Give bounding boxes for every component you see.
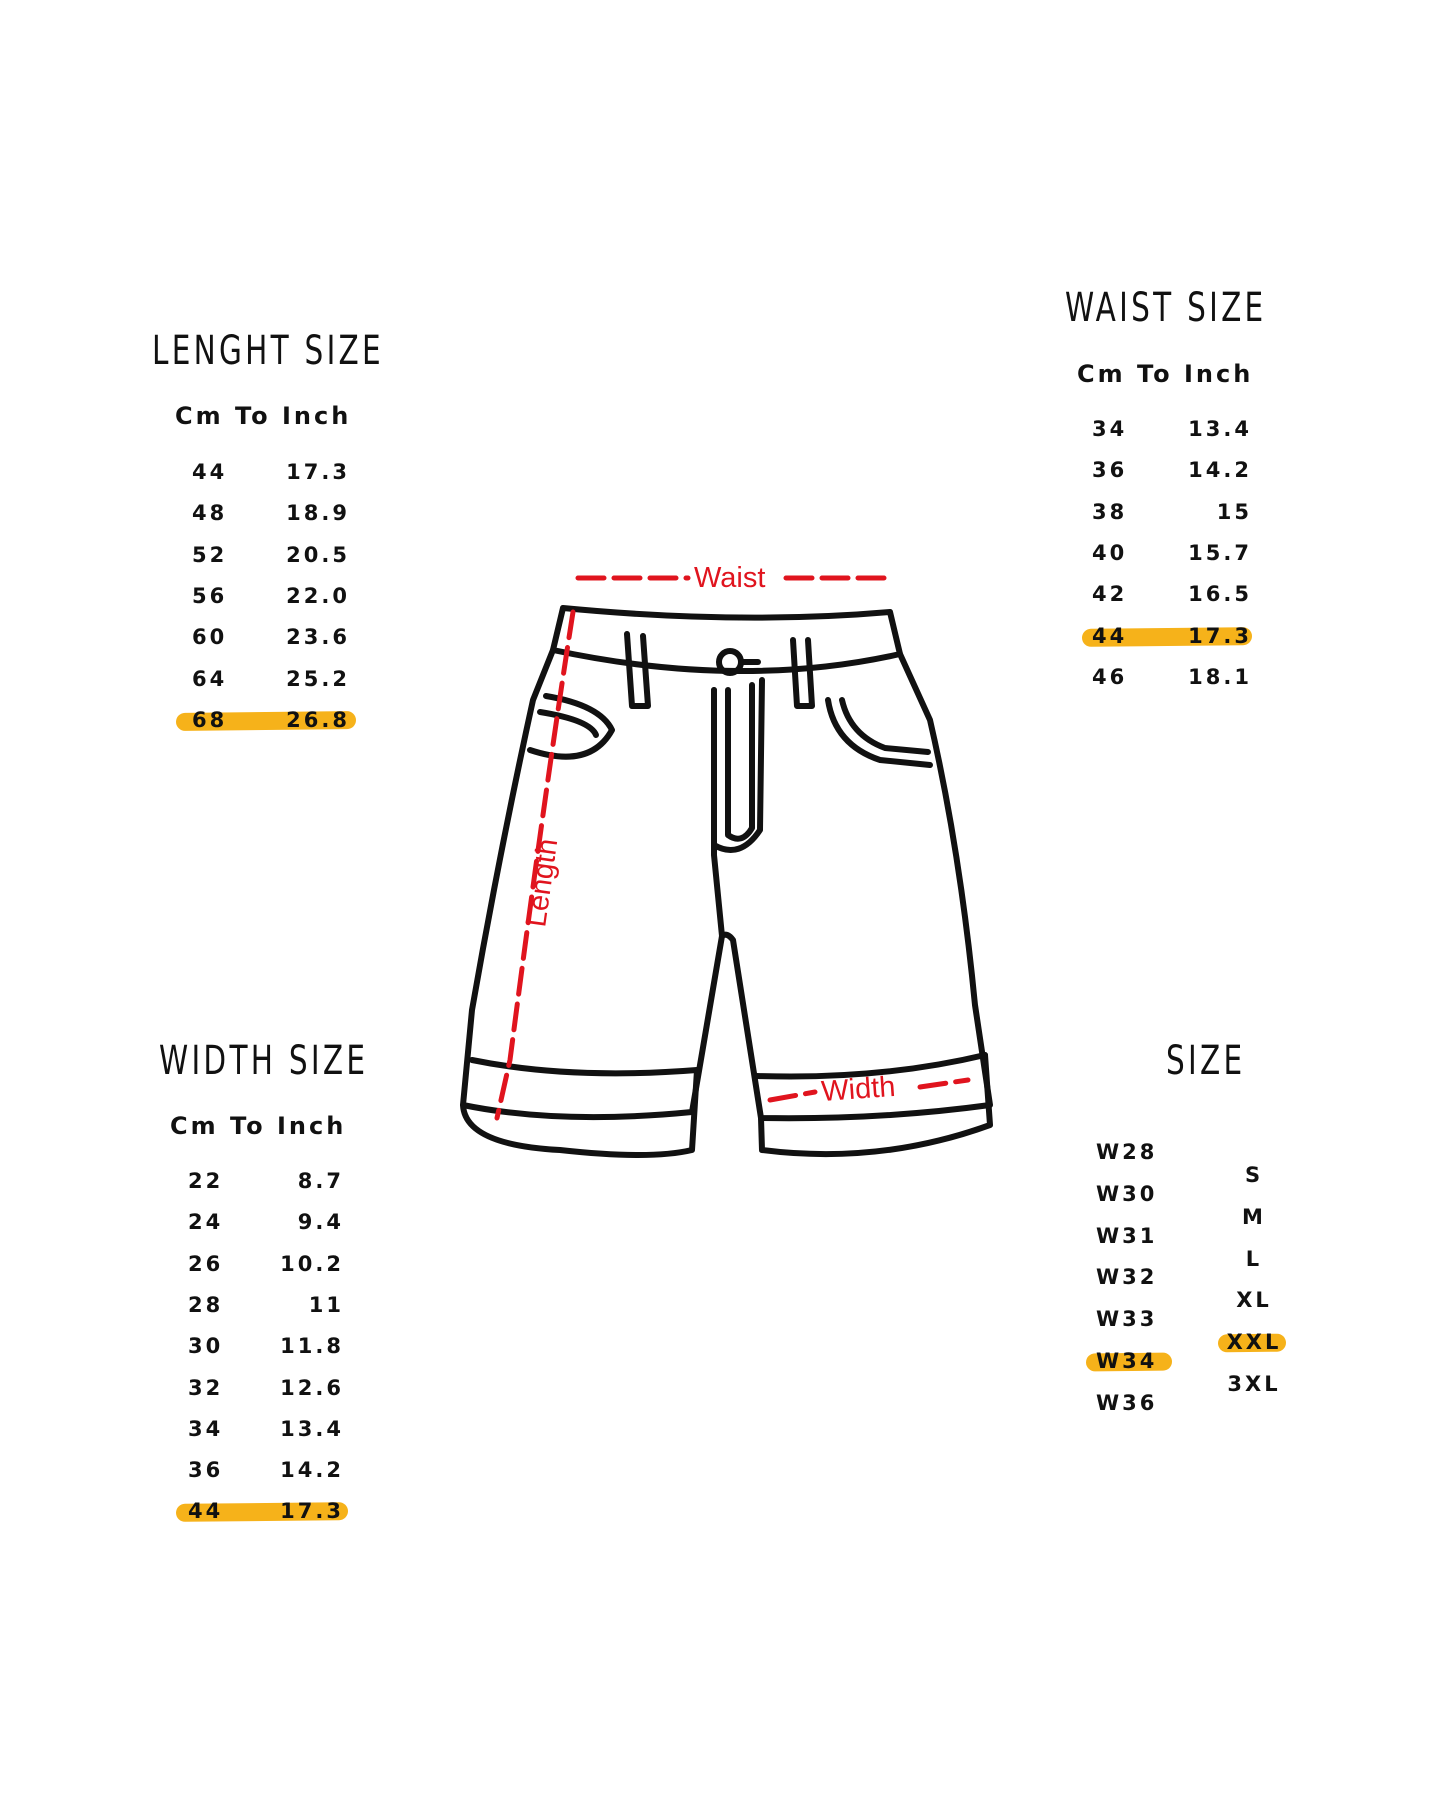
pocket-left bbox=[530, 696, 612, 757]
waist-code: W36 bbox=[1096, 1390, 1158, 1415]
inch-value: 13.4 bbox=[1188, 417, 1252, 441]
cm-value: 64 bbox=[192, 666, 228, 691]
waist-size-subtitle: Cm To Inch bbox=[1077, 360, 1254, 388]
length-size-subtitle: Cm To Inch bbox=[175, 402, 352, 430]
cm-value: 36 bbox=[188, 1458, 224, 1483]
inch-value: 11.8 bbox=[280, 1334, 344, 1359]
waist-code: W34 bbox=[1096, 1349, 1158, 1373]
length-measure-label: Length bbox=[520, 836, 565, 929]
inch-value: 9.4 bbox=[297, 1210, 344, 1235]
cm-value: 34 bbox=[1092, 417, 1128, 441]
width-measure-line-left bbox=[770, 1092, 815, 1100]
inch-value: 26.8 bbox=[286, 707, 350, 732]
waist-measure-label: Waist bbox=[694, 562, 766, 594]
cm-value: 34 bbox=[188, 1416, 224, 1441]
width-measure-line-right bbox=[920, 1080, 968, 1087]
width-size-title: WIDTH SIZE bbox=[159, 1038, 369, 1084]
inch-value: 20.5 bbox=[286, 542, 350, 567]
inch-value: 10.2 bbox=[280, 1251, 344, 1276]
inch-value: 22.0 bbox=[286, 583, 350, 608]
waist-code: W28 bbox=[1096, 1140, 1158, 1164]
width-measure-label: Width bbox=[820, 1070, 897, 1108]
inch-value: 23.6 bbox=[286, 625, 350, 650]
cm-value: 30 bbox=[188, 1334, 224, 1359]
letter-size: S bbox=[1244, 1163, 1264, 1187]
cm-value: 36 bbox=[1092, 458, 1128, 483]
inch-value: 12.6 bbox=[280, 1375, 344, 1400]
cm-value: 46 bbox=[1092, 664, 1128, 689]
waist-code: W30 bbox=[1096, 1181, 1158, 1206]
waist-size-title: WAIST SIZE bbox=[1065, 285, 1267, 331]
cm-value: 48 bbox=[192, 501, 228, 526]
inch-value: 17.3 bbox=[286, 460, 350, 484]
fly-inner bbox=[728, 685, 752, 839]
inch-value: 17.3 bbox=[1188, 623, 1252, 648]
cm-value: 40 bbox=[1092, 540, 1128, 565]
cm-value: 44 bbox=[188, 1499, 224, 1524]
cm-value: 42 bbox=[1092, 582, 1128, 607]
inch-value: 14.2 bbox=[280, 1458, 344, 1483]
inch-value: 25.2 bbox=[286, 666, 350, 691]
belt-loop-right bbox=[793, 640, 812, 706]
cm-value: 44 bbox=[1092, 623, 1128, 648]
cm-value: 44 bbox=[192, 460, 228, 484]
cm-value: 26 bbox=[188, 1251, 224, 1276]
cm-value: 60 bbox=[192, 625, 228, 650]
cm-value: 68 bbox=[192, 707, 228, 732]
waist-code: W33 bbox=[1096, 1307, 1158, 1332]
inch-value: 15 bbox=[1216, 499, 1252, 524]
letter-size: M bbox=[1242, 1204, 1266, 1229]
inch-value: 8.7 bbox=[297, 1169, 344, 1193]
width-size-subtitle: Cm To Inch bbox=[170, 1112, 347, 1140]
belt-loop-left bbox=[627, 634, 648, 706]
inch-value: 14.2 bbox=[1188, 458, 1252, 483]
cm-value: 52 bbox=[192, 542, 228, 567]
cm-value: 28 bbox=[188, 1292, 224, 1317]
cm-value: 22 bbox=[188, 1169, 224, 1193]
inch-value: 18.1 bbox=[1188, 664, 1252, 689]
inch-value: 15.7 bbox=[1188, 540, 1252, 565]
letter-size: L bbox=[1245, 1246, 1263, 1271]
letter-size: 3XL bbox=[1227, 1372, 1281, 1396]
cm-value: 56 bbox=[192, 583, 228, 608]
cm-value: 38 bbox=[1092, 499, 1128, 524]
letter-size: XXL bbox=[1226, 1330, 1282, 1355]
hem-left bbox=[472, 1060, 697, 1073]
inch-value: 11 bbox=[308, 1292, 344, 1317]
length-size-title: LENGHT SIZE bbox=[152, 328, 384, 374]
waist-code: W32 bbox=[1096, 1265, 1158, 1290]
letter-size: XL bbox=[1236, 1288, 1272, 1313]
cm-value: 32 bbox=[188, 1375, 224, 1400]
waist-code: W31 bbox=[1096, 1223, 1158, 1248]
waistband-outline bbox=[553, 608, 900, 671]
pocket-left-inner bbox=[540, 712, 596, 735]
inch-value: 13.4 bbox=[280, 1416, 344, 1441]
cm-value: 24 bbox=[188, 1210, 224, 1235]
size-chart-title: SIZE bbox=[1166, 1038, 1246, 1084]
inch-value: 17.3 bbox=[280, 1499, 344, 1524]
inch-value: 16.5 bbox=[1188, 582, 1252, 607]
inch-value: 18.9 bbox=[286, 501, 350, 526]
